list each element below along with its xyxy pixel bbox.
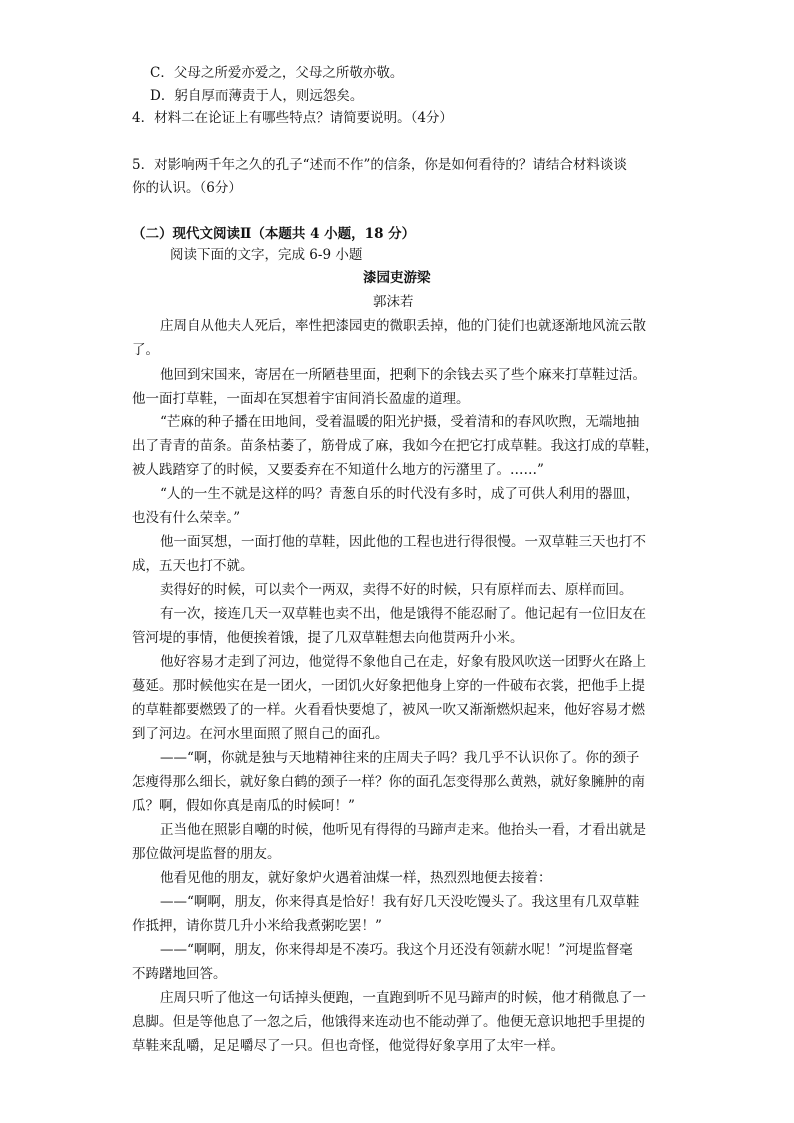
article-line: 成，五天也打不就。 bbox=[132, 558, 254, 574]
article-line: 有一次，接连几天一双草鞋也卖不出，他是饿得不能忍耐了。他记起有一位旧友在 bbox=[160, 606, 646, 622]
section-heading: （二）现代文阅读Ⅱ（本题共 4 小题，18 分） bbox=[132, 226, 416, 242]
article-line: 他一面冥想，一面打他的草鞋，因此他的工程也进行得很慢。一双草鞋三天也打不 bbox=[160, 534, 646, 550]
article-author: 郭沫若 bbox=[373, 294, 414, 310]
article-line: ——“啊，你就是独与天地精神往来的庄周夫子吗？我几乎不认识你了。你的颈子 bbox=[160, 750, 640, 766]
article-line: 息脚。但是等他息了一忽之后，他饿得来连动也不能动弹了。他便无意识地把手里提的 bbox=[132, 1014, 645, 1030]
article-line: 草鞋来乱嚼，足足嚼尽了一只。但也奇怪，他觉得好象享用了太牢一样。 bbox=[132, 1038, 564, 1054]
article-line: 庄周只听了他这一句话掉头便跑，一直跑到听不见马蹄声的时候，他才稍微息了一 bbox=[160, 990, 646, 1006]
article-title: 漆园吏游梁 bbox=[363, 270, 431, 286]
article-line: 管河堤的事情，他便挨着饿，提了几双草鞋想去向他贳两升小米。 bbox=[132, 630, 524, 646]
article-line: 怎瘦得那么细长，就好象白鹤的颈子一样？你的面孔怎变得那么黄熟，就好象臃肿的南 bbox=[132, 774, 645, 790]
article-line: 庄周自从他夫人死后，率性把漆园吏的微职丢掉，他的门徒们也就逐渐地风流云散 bbox=[160, 318, 646, 334]
article-line: 他一面打草鞋，一面却在冥想着宇宙间消长盈虚的道理。 bbox=[132, 391, 470, 407]
article-line: 被人践踏穿了的时候，又要委弃在不知道什么地方的污潴里了。……” bbox=[132, 462, 544, 478]
article-line: 出了青青的苗条。苗条枯萎了，筋骨成了麻，我如今在把它打成草鞋。我这打成的草鞋， bbox=[132, 438, 659, 454]
question-4: 4．材料二在论证上有哪些特点？请简要说明。（4分） bbox=[132, 110, 453, 126]
question-5-line-1: 5．对影响两千年之久的孔子“述而不作”的信条，你是如何看待的？请结合材料谈谈 bbox=[132, 157, 627, 173]
article-line: 不踌躇地回答。 bbox=[132, 966, 227, 982]
article-line: 的草鞋都要燃毁了的一样。火看看快要熄了，被风一吹又渐渐燃炽起来，他好容易才燃 bbox=[132, 702, 645, 718]
option-d: D．躬自厚而薄责于人，则远怨矣。 bbox=[150, 88, 364, 104]
article-line: 了。 bbox=[132, 342, 159, 358]
article-line: ——“啊啊，朋友，你来得却是不凑巧。我这个月还没有领薪水呢！”河堤监督毫 bbox=[160, 942, 633, 958]
article-line: 蔓延。那时候他实在是一团火，一团饥火好象把他身上穿的一件破布衣裳，把他手上提 bbox=[132, 678, 645, 694]
article-line: ——“啊啊，朋友，你来得真是恰好！我有好几天没吃馒头了。我这里有几双草鞋 bbox=[160, 894, 640, 910]
article-line: 那位做河堤监督的朋友。 bbox=[132, 846, 281, 862]
article-line: 作抵押，请你贳几升小米给我煮粥吃罢！” bbox=[132, 918, 382, 934]
article-line: “人的一生不就是这样的吗？青葱自乐的时代没有多时，成了可供人利用的器皿， bbox=[160, 486, 640, 502]
article-line: 正当他在照影自嘲的时候，他听见有得得的马蹄声走来。他抬头一看，才看出就是 bbox=[160, 822, 646, 838]
article-line: 瓜？啊，假如你真是南瓜的时候呵！” bbox=[132, 798, 355, 814]
section-instruction: 阅读下面的文字，完成 6-9 小题 bbox=[170, 247, 363, 263]
article-line: 他好容易才走到了河边，他觉得不象他自己在走，好象有股风吹送一团野火在路上 bbox=[160, 654, 646, 670]
article-line: 他看见他的朋友，就好象炉火遇着油煤一样，热烈烈地便去接着： bbox=[160, 870, 552, 886]
question-5-line-2: 你的认识。（6分） bbox=[132, 180, 242, 196]
article-line: 也没有什么荣幸。” bbox=[132, 510, 241, 526]
article-line: 他回到宋国来，寄居在一所陋巷里面，把剩下的余钱去买了些个麻来打草鞋过活。 bbox=[160, 367, 646, 383]
article-line: 卖得好的时候，可以卖个一两双，卖得不好的时候，只有原样而去、原样而回。 bbox=[160, 582, 633, 598]
option-c: C．父母之所爱亦爱之，父母之所敬亦敬。 bbox=[150, 65, 404, 81]
article-line: “芒麻的种子播在田地间，受着温暖的阳光护摄，受着清和的春风吹煦，无端地抽 bbox=[160, 414, 640, 430]
article-line: 到了河边。在河水里面照了照自己的面孔。 bbox=[132, 726, 389, 742]
